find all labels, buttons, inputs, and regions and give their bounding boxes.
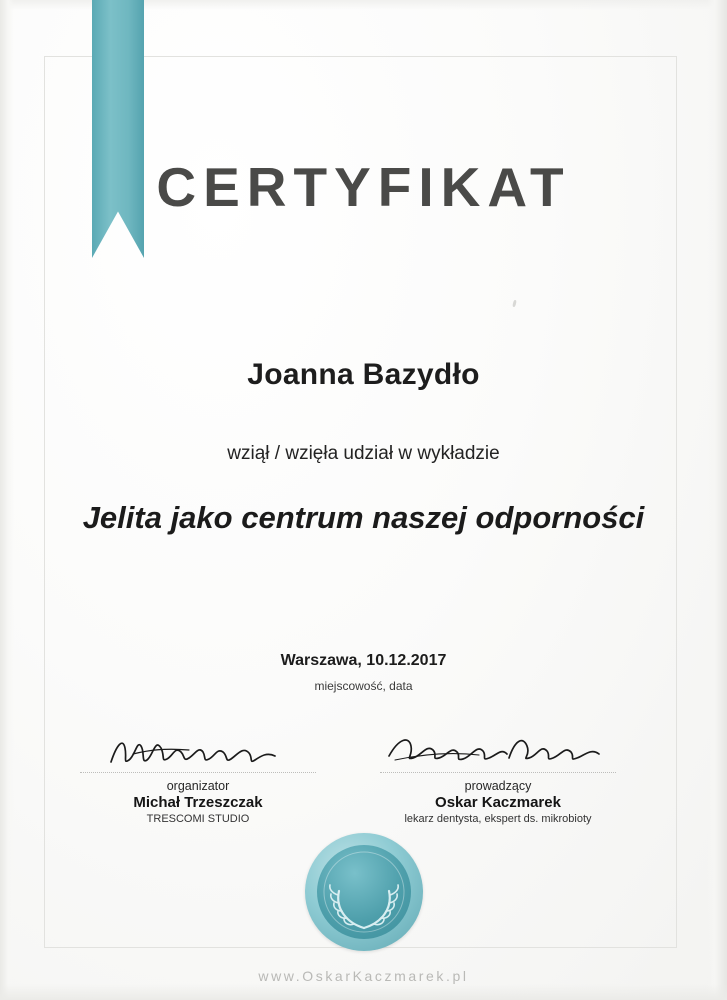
signature-rule — [80, 772, 316, 773]
signature-role: organizator — [166, 779, 230, 793]
paper-edge-bottom — [0, 984, 727, 1000]
signature-name: Michał Trzeszczak — [133, 794, 263, 811]
recipient-name: Joanna Bazydło — [247, 358, 480, 391]
scan-speck — [512, 300, 517, 308]
signature-block-organizer — [68, 726, 328, 825]
place-and-date: Warszawa, 10.12.2017 — [280, 652, 447, 669]
lecture-title: Jelita jako centrum naszej odporności — [82, 500, 645, 535]
handwritten-signature-icon — [368, 726, 628, 772]
signature-rule — [380, 772, 616, 773]
signature-block-host — [368, 726, 628, 825]
handwritten-signature-icon — [68, 726, 328, 772]
signature-name: Oskar Kaczmarek — [435, 794, 561, 811]
ribbon-icon — [92, 0, 144, 258]
signature-organization: TRESCOMI STUDIO — [146, 813, 250, 825]
seal-emblem-icon — [305, 833, 423, 951]
signature-role: prowadzący — [464, 779, 532, 793]
footer-website-url: www.OskarKaczmarek.pl — [258, 968, 469, 984]
place-and-date-caption: miejscowość, data — [314, 679, 413, 693]
signature-organization: lekarz dentysta, ekspert ds. mikrobioty — [404, 813, 592, 825]
participation-text: wziął / wzięła udział w wykładzie — [227, 443, 500, 464]
certificate-title: CERTYFIKAT — [156, 156, 571, 218]
